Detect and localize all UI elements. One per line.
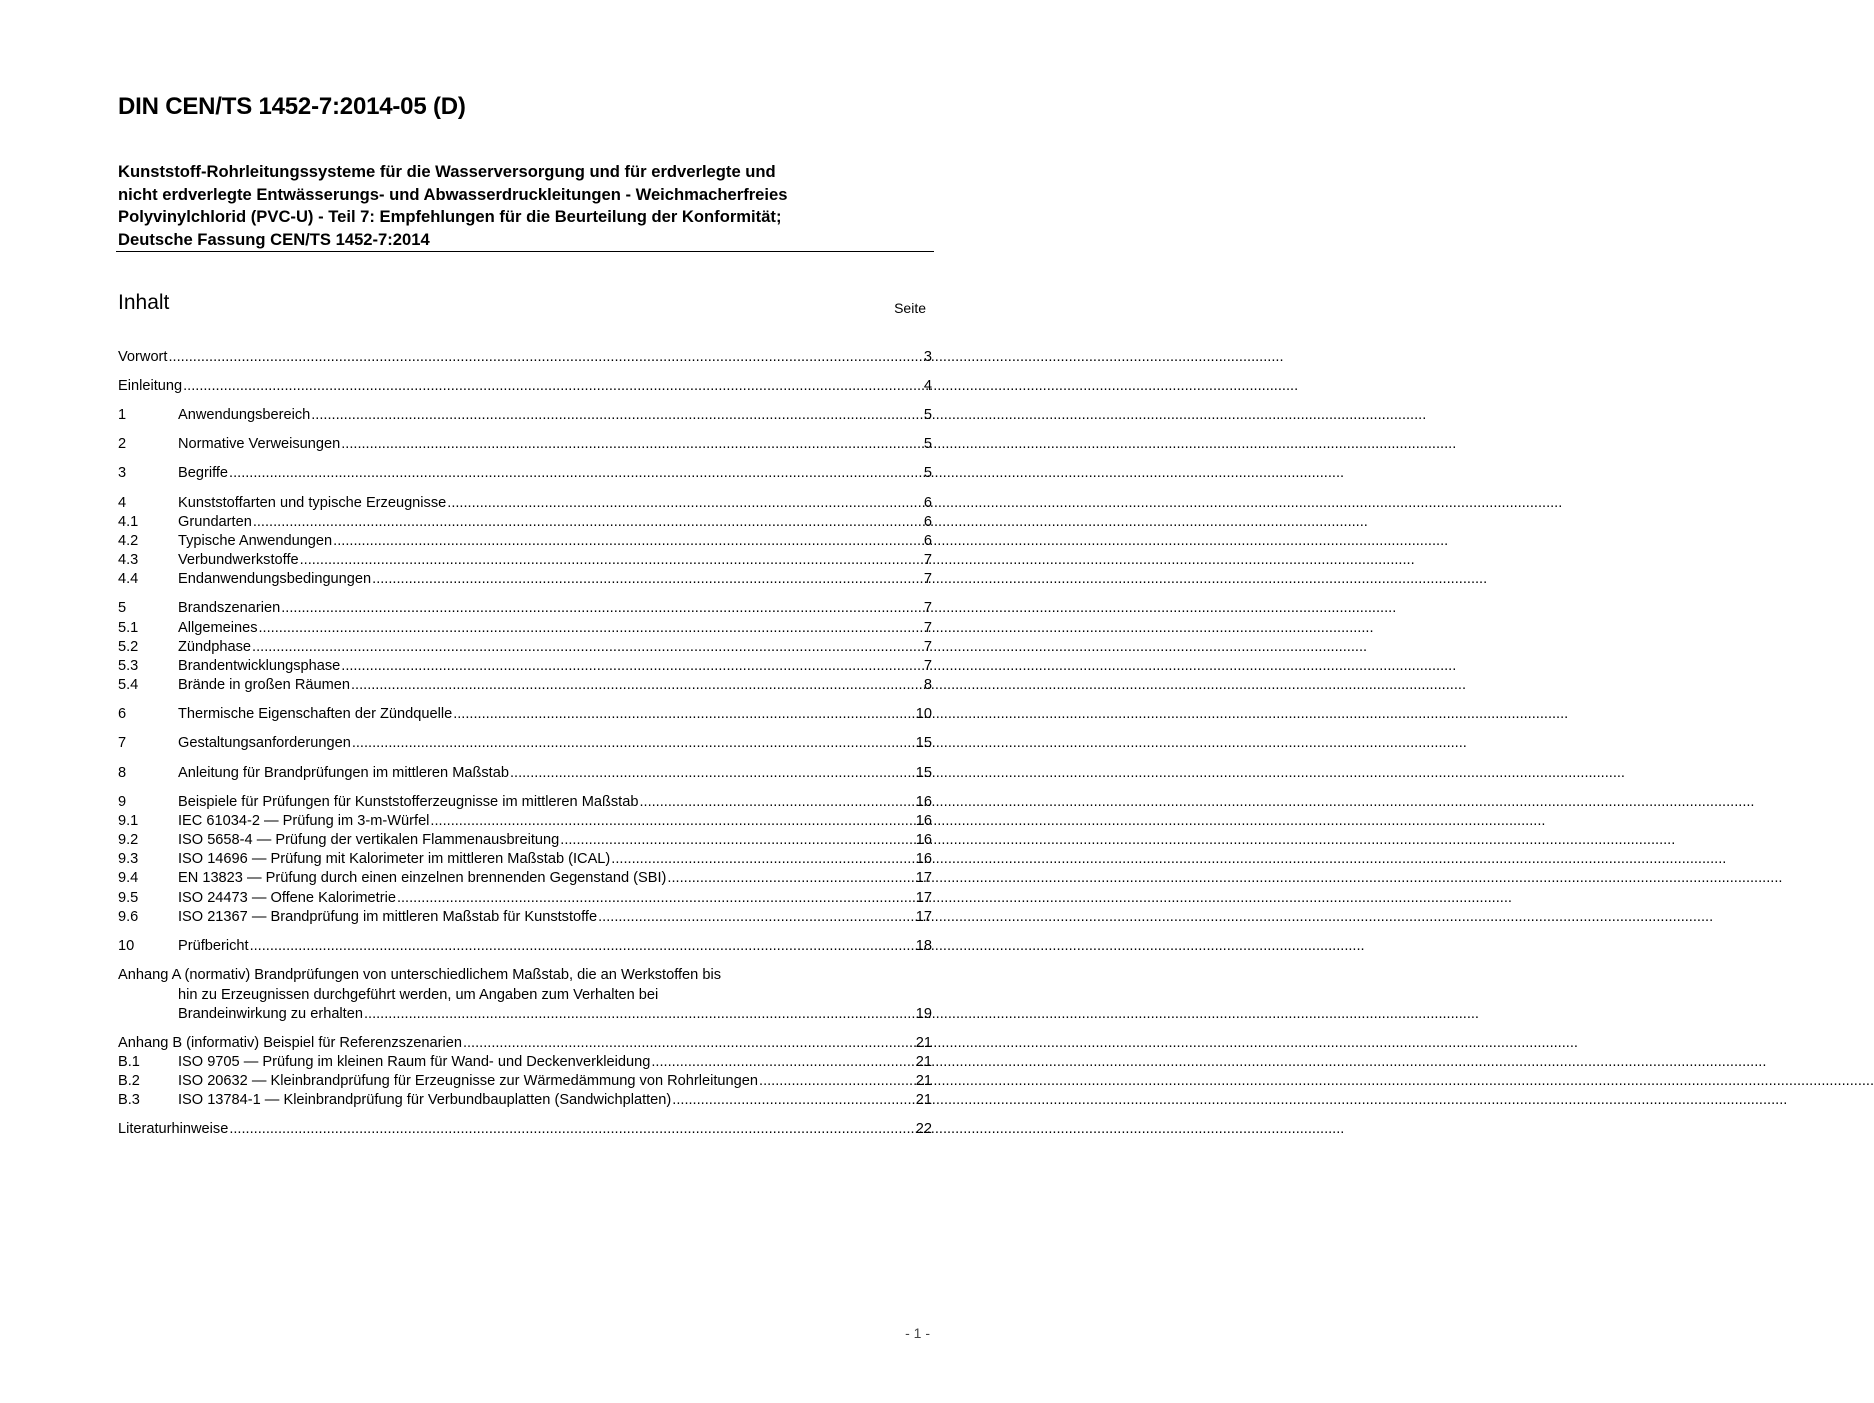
toc-entry-title: Thermische Eigenschaften der Zündquelle — [178, 706, 453, 722]
annex-a-line: Brandeinwirkung zu erhalten — [178, 1006, 363, 1022]
toc-entry-title: ISO 24473 — Offene Kalorimetrie — [178, 890, 396, 906]
toc-entry[interactable] — [118, 676, 932, 695]
footer-page-number: - 1 - — [905, 1325, 930, 1341]
toc-entry-title: Endanwendungsbedingungen — [178, 571, 372, 587]
title-line: Kunststoff-Rohrleitungssysteme für die Wasserversorgung und für erdverlegte und — [118, 162, 776, 181]
toc-entry-title: IEC 61034-2 — Prüfung im 3-m-Würfel — [178, 813, 430, 829]
leader-dots — [168, 348, 922, 367]
toc-entry-number: B.2 — [118, 1073, 140, 1089]
toc-entry-number: 9.5 — [118, 890, 139, 906]
toc-entry-title: ISO 20632 — Kleinbrandprüfung für Erzeugnisse zur Wärmedämmung von Rohrleitungen — [178, 1073, 759, 1089]
leader-dots — [430, 812, 914, 831]
toc-entry-page: 5 — [923, 407, 932, 423]
leader-dots — [397, 889, 915, 908]
title-divider — [116, 251, 934, 252]
leader-dots — [252, 638, 923, 657]
leader-dots — [281, 599, 923, 618]
leader-dots — [598, 908, 915, 927]
toc-entry[interactable] — [118, 494, 932, 513]
leader-dots — [341, 657, 923, 676]
toc-entry-title: EN 13823 — Prüfung durch einen einzelnen brennenden Gegenstand (SBI) — [178, 870, 667, 886]
leader-dots — [229, 464, 923, 483]
toc-entry-title: Verbundwerkstoffe — [178, 552, 299, 568]
toc-entry-page: 16 — [915, 832, 932, 848]
toc-entry-title: ISO 13784-1 — Kleinbrandprüfung für Verbundbauplatten (Sandwichplatten) — [178, 1092, 672, 1108]
toc-entry-title: Brandentwicklungsphase — [178, 658, 341, 674]
toc-entry[interactable] — [118, 406, 932, 425]
toc-entry-number: 4.1 — [118, 514, 139, 530]
leader-dots — [229, 1120, 914, 1139]
leader-dots — [510, 764, 915, 783]
toc-entry[interactable] — [118, 348, 932, 367]
toc-entry-number: 5 — [118, 600, 127, 616]
toc-entry-title: Prüfbericht — [178, 938, 249, 954]
leader-dots — [352, 734, 915, 753]
toc-entry-number: 9.4 — [118, 870, 139, 886]
toc-entry-page: 6 — [923, 533, 932, 549]
toc-entry[interactable] — [118, 435, 932, 454]
toc-entry-page: 21 — [915, 1054, 932, 1070]
toc-entry-number: 5.3 — [118, 658, 139, 674]
annex-a-line: Anhang A (normativ) Brandprüfungen von unterschiedlichem Maßstab, die an Werkstoffen bis — [118, 967, 722, 983]
toc-entry-number: 4.3 — [118, 552, 139, 568]
toc-entry-page: 16 — [915, 851, 932, 867]
toc-entry-number: 2 — [118, 436, 127, 452]
toc-entry-number: 4 — [118, 495, 127, 511]
toc-entry[interactable] — [118, 850, 932, 869]
toc-entry-title: ISO 5658-4 — Prüfung der vertikalen Flammenausbreitung — [178, 832, 560, 848]
leader-dots — [447, 494, 923, 513]
toc-entry-page: 17 — [915, 870, 932, 886]
leader-dots — [351, 676, 923, 695]
leader-dots — [639, 793, 914, 812]
toc-entry-number: 9.1 — [118, 813, 139, 829]
toc-entry-number: 8 — [118, 765, 127, 781]
toc-entry-number: 1 — [118, 407, 127, 423]
leader-dots — [453, 705, 915, 724]
toc-entry-title: Typische Anwendungen — [178, 533, 333, 549]
toc-entry-number: 4.4 — [118, 571, 139, 587]
leader-dots — [463, 1034, 915, 1053]
toc-entry-title: Brände in großen Räumen — [178, 677, 350, 693]
toc-entry-number: 10 — [118, 938, 135, 954]
toc-entry-title: Grundarten — [178, 514, 252, 530]
toc-entry-page: 5 — [923, 465, 932, 481]
toc-entry-page: 18 — [915, 938, 932, 954]
toc-entry-number: 9 — [118, 794, 127, 810]
toc-entry-page: 15 — [915, 765, 932, 781]
title-line: nicht erdverlegte Entwässerungs- und Abwasserdruckleitungen - Weichmacherfreies — [118, 184, 788, 204]
leader-dots — [250, 937, 915, 956]
toc-entry-number: B.3 — [118, 1092, 140, 1108]
toc-entry[interactable] — [118, 889, 932, 908]
toc-entry-title: Normative Verweisungen — [178, 436, 341, 452]
toc-entry[interactable] — [118, 551, 932, 570]
toc-entry-page: 7 — [923, 600, 932, 616]
toc-entry-title: Zündphase — [178, 639, 252, 655]
toc-entry[interactable] — [118, 570, 932, 589]
toc-entry[interactable] — [118, 1034, 932, 1053]
toc-entry-title: Kunststoffarten und typische Erzeugnisse — [178, 495, 447, 511]
toc-entry-page: 6 — [923, 514, 932, 530]
toc-entry-number: 5.2 — [118, 639, 139, 655]
toc-entry-number: 3 — [118, 465, 127, 481]
toc-entry[interactable] — [118, 638, 932, 657]
leader-dots — [259, 619, 923, 638]
toc-entry-title: Begriffe — [178, 465, 229, 481]
toc-entry-page: 7 — [923, 658, 932, 674]
leader-dots — [300, 551, 923, 570]
toc-entry[interactable] — [118, 1091, 932, 1110]
toc-entry-number: 6 — [118, 706, 127, 722]
toc-entry[interactable] — [118, 1053, 932, 1072]
annex-a-last-line — [118, 1005, 932, 1025]
toc-entry-page: 7 — [923, 571, 932, 587]
toc-entry-page: 21 — [915, 1092, 932, 1108]
toc-entry-title: Anhang B (informativ) Beispiel für Referenzszenarien — [118, 1035, 462, 1051]
toc-entry-page: 10 — [915, 706, 932, 722]
leader-dots — [560, 831, 915, 850]
toc-entry[interactable] — [118, 812, 932, 831]
toc-entry-page: 7 — [923, 552, 932, 568]
toc-entry[interactable] — [118, 764, 932, 783]
toc-entry[interactable] — [118, 705, 932, 724]
toc-entry-title: ISO 21367 — Brandprüfung im mittleren Maßstab für Kunststoffe — [178, 909, 598, 925]
toc-entry-title: ISO 9705 — Prüfung im kleinen Raum für Wand- und Deckenverkleidung — [178, 1054, 651, 1070]
toc-entry-number: B.1 — [118, 1054, 140, 1070]
toc-entry-page: 15 — [915, 735, 932, 751]
toc-entry[interactable] — [118, 532, 932, 551]
toc-entry-page: 21 — [915, 1035, 932, 1051]
page-column-label: Seite — [894, 300, 926, 316]
contents-heading: Inhalt — [118, 291, 170, 314]
annex-a-line: hin zu Erzeugnissen durchgeführt werden, um Angaben zum Verhalten bei — [178, 986, 659, 1003]
toc-entry-page: 19 — [915, 1006, 932, 1022]
toc-entry[interactable] — [118, 793, 932, 812]
toc-entry-page: 7 — [923, 620, 932, 636]
leader-dots — [253, 513, 923, 532]
toc-entry[interactable] — [118, 619, 932, 638]
leader-dots — [672, 1091, 914, 1110]
toc-entry-title: Einleitung — [118, 378, 183, 394]
toc-entry-number: 5.1 — [118, 620, 139, 636]
leader-dots — [311, 406, 923, 425]
title-line: Polyvinylchlorid (PVC-U) - Teil 7: Empfehlungen für die Beurteilung der Konformität; — [118, 207, 782, 226]
toc-entry[interactable] — [118, 831, 932, 850]
leader-dots — [667, 869, 914, 888]
leader-dots — [611, 850, 914, 869]
toc-entry[interactable] — [118, 377, 932, 396]
toc-entry-number: 9.6 — [118, 909, 139, 925]
toc-entry-title: Beispiele für Prüfungen für Kunststofferzeugnisse im mittleren Maßstab — [178, 794, 639, 810]
toc-entry-page: 6 — [923, 495, 932, 511]
toc-entry[interactable] — [118, 513, 932, 532]
toc-entry-number: 5.4 — [118, 677, 139, 693]
toc-entry-page: 17 — [915, 909, 932, 925]
leader-dots — [183, 377, 923, 396]
toc-entry[interactable] — [118, 734, 932, 753]
toc-entry-title: Vorwort — [118, 349, 168, 365]
document-id: DIN CEN/TS 1452-7:2014-05 (D) — [118, 93, 466, 120]
toc-entry-page: 22 — [915, 1121, 932, 1137]
toc-entry-page: 16 — [915, 794, 932, 810]
toc-entry-title: Anleitung für Brandprüfungen im mittleren Maßstab — [178, 765, 509, 781]
toc-entry[interactable] — [118, 657, 932, 676]
toc-entry[interactable] — [118, 464, 932, 483]
toc-entry[interactable] — [118, 908, 932, 927]
toc-entry-number: 4.2 — [118, 533, 139, 549]
toc-entry-page: 7 — [923, 639, 932, 655]
toc-entry-page: 16 — [915, 813, 932, 829]
leader-dots — [364, 1005, 915, 1025]
toc-entry-page: 8 — [923, 677, 932, 693]
leader-dots — [372, 570, 923, 589]
toc-entry-title: Anwendungsbereich — [178, 407, 311, 423]
toc-entry-annex-a[interactable] — [118, 966, 932, 1025]
leader-dots — [333, 532, 923, 551]
toc-entry[interactable] — [118, 1120, 932, 1139]
toc-entry[interactable] — [118, 937, 932, 956]
toc-entry-title: Literaturhinweise — [118, 1121, 229, 1137]
leader-dots — [341, 435, 923, 454]
toc-entry-title: Brandszenarien — [178, 600, 281, 616]
leader-dots — [759, 1072, 915, 1091]
toc-entry-number: 9.2 — [118, 832, 139, 848]
title-line: Deutsche Fassung CEN/TS 1452-7:2014 — [118, 229, 430, 249]
toc-entry-title: Gestaltungsanforderungen — [178, 735, 351, 751]
toc-entry-number: 9.3 — [118, 851, 139, 867]
toc-entry[interactable] — [118, 1072, 932, 1091]
toc-entry-title: Allgemeines — [178, 620, 258, 636]
toc-entry[interactable] — [118, 599, 932, 618]
toc-entry-page: 4 — [923, 378, 932, 394]
toc-entry[interactable] — [118, 869, 932, 888]
toc-entry-number: 7 — [118, 735, 127, 751]
leader-dots — [651, 1053, 914, 1072]
toc-entry-title: ISO 14696 — Prüfung mit Kalorimeter im mittleren Maßstab (ICAL) — [178, 851, 611, 867]
document-title — [118, 161, 938, 251]
toc-entry-page: 5 — [923, 436, 932, 452]
toc-entry-page: 17 — [915, 890, 932, 906]
toc-entry-page: 3 — [923, 349, 932, 365]
toc-entry-page: 21 — [915, 1073, 932, 1089]
